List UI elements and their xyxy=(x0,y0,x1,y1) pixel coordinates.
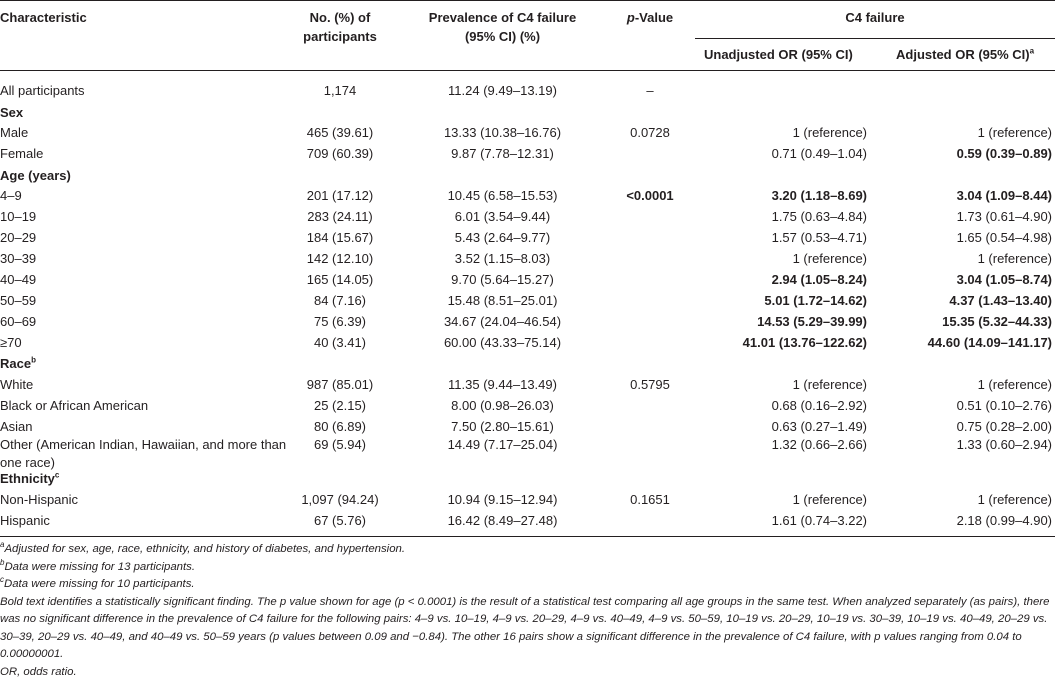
row-prevalence: 6.01 (3.54–9.44) xyxy=(454,209,551,224)
row-n: 987 (85.01) xyxy=(306,377,374,392)
row-adjusted-or: 1.73 (0.61–4.90) xyxy=(956,209,1052,224)
row-prevalence: 7.50 (2.80–15.61) xyxy=(451,419,554,434)
footnote-a-marker: a xyxy=(0,540,5,550)
row-unadjusted-or: 1.57 (0.53–4.71) xyxy=(771,230,867,245)
row-adjusted-or: 1.33 (0.60–2.94) xyxy=(956,437,1052,452)
row-label: 40–49 xyxy=(0,272,37,287)
table-row xyxy=(0,430,1055,468)
section-title-sup: c xyxy=(54,470,60,480)
row-label: 10–19 xyxy=(0,209,37,224)
row-unadjusted-or: 0.71 (0.49–1.04) xyxy=(771,146,867,161)
header-adjusted-text: Adjusted OR (95% CI) xyxy=(896,47,1030,62)
footnote-b xyxy=(0,559,1055,577)
table-row xyxy=(0,248,1055,269)
header-n-line1: No. (%) of xyxy=(309,10,371,25)
header-p-italic: p xyxy=(626,10,635,25)
section-heading xyxy=(0,102,1055,123)
section-title-text: Race xyxy=(0,356,32,371)
header-n xyxy=(280,8,400,46)
row-prevalence: 9.70 (5.64–15.27) xyxy=(451,272,554,287)
header-p-rest: -Value xyxy=(634,10,674,25)
header-p-value xyxy=(605,8,695,27)
row-n: 201 (17.12) xyxy=(306,188,374,203)
row-prevalence: 3.52 (1.15–8.03) xyxy=(454,251,551,266)
row-label: 50–59 xyxy=(0,293,37,308)
footnote-c-text: Data were missing for 10 participants. xyxy=(4,578,195,590)
row-n: 84 (7.16) xyxy=(313,293,367,308)
row-adjusted-or: 44.60 (14.09–141.17) xyxy=(927,335,1052,350)
row-p-value: 0.1651 xyxy=(630,492,670,507)
row-label: 60–69 xyxy=(0,314,37,329)
row-unadjusted-or: 0.63 (0.27–1.49) xyxy=(771,419,867,434)
row-unadjusted-or: 2.94 (1.05–8.24) xyxy=(771,272,867,287)
row-n: 25 (2.15) xyxy=(313,398,367,413)
header-adjusted xyxy=(896,45,1034,64)
table-row xyxy=(0,143,1055,164)
row-adjusted-or: 2.18 (0.99–4.90) xyxy=(956,513,1052,528)
row-label: White xyxy=(0,377,34,392)
footnote-a xyxy=(0,541,1055,559)
section-title: Sex xyxy=(0,105,24,120)
row-adjusted-or: 3.04 (1.09–8.44) xyxy=(956,188,1052,203)
row-adjusted-or: 15.35 (5.32–44.33) xyxy=(942,314,1052,329)
row-n: 1,174 xyxy=(323,83,357,98)
row-n: 80 (6.89) xyxy=(313,419,367,434)
row-n: 184 (15.67) xyxy=(306,230,374,245)
row-unadjusted-or: 1.75 (0.63–4.84) xyxy=(771,209,867,224)
table-row xyxy=(0,122,1055,143)
header-characteristic: Characteristic xyxy=(0,10,87,25)
footnote-or: OR, odds ratio. xyxy=(0,665,77,678)
row-label: 30–39 xyxy=(0,251,37,266)
row-n: 69 (5.94) xyxy=(313,437,367,452)
row-unadjusted-or: 0.68 (0.16–2.92) xyxy=(771,398,867,413)
table-row xyxy=(0,185,1055,206)
row-label: All participants xyxy=(0,83,85,98)
row-n: 165 (14.05) xyxy=(306,272,374,287)
row-unadjusted-or: 3.20 (1.18–8.69) xyxy=(771,188,867,203)
table-row xyxy=(0,290,1055,311)
row-prevalence: 14.49 (7.17–25.04) xyxy=(447,437,558,452)
row-unadjusted-or: 41.01 (13.76–122.62) xyxy=(742,335,867,350)
table-row xyxy=(0,395,1055,416)
row-unadjusted-or: 1 (reference) xyxy=(792,125,867,140)
footnote-b-text: Data were missing for 13 participants. xyxy=(4,560,196,573)
section-title: Age (years) xyxy=(0,168,71,183)
row-adjusted-or: 1.65 (0.54–4.98) xyxy=(956,230,1052,245)
row-prevalence: 10.94 (9.15–12.94) xyxy=(447,492,558,507)
header-prevalence-line1: Prevalence of C4 failure xyxy=(428,10,577,25)
group-underline xyxy=(695,38,1055,39)
header-adjusted-sup: a xyxy=(1029,46,1035,56)
row-unadjusted-or: 1 (reference) xyxy=(792,377,867,392)
table-bottom-rule xyxy=(0,536,1055,537)
row-unadjusted-or: 5.01 (1.72–14.62) xyxy=(764,293,867,308)
row-n: 67 (5.76) xyxy=(313,513,367,528)
row-n: 709 (60.39) xyxy=(306,146,374,161)
row-adjusted-or: 1 (reference) xyxy=(977,125,1052,140)
row-label: Asian xyxy=(0,419,33,434)
row-adjusted-or: 0.75 (0.28–2.00) xyxy=(956,419,1052,434)
row-n: 75 (6.39) xyxy=(313,314,367,329)
row-n: 142 (12.10) xyxy=(306,251,374,266)
table-row xyxy=(0,332,1055,353)
row-adjusted-or: 0.59 (0.39–0.89) xyxy=(956,146,1052,161)
row-adjusted-or: 4.37 (1.43–13.40) xyxy=(949,293,1052,308)
row-unadjusted-or: 1 (reference) xyxy=(792,492,867,507)
row-p-value: <0.0001 xyxy=(626,188,674,203)
section-title-sup: b xyxy=(31,355,36,365)
row-prevalence: 15.48 (8.51–25.01) xyxy=(447,293,558,308)
section-heading xyxy=(0,165,1055,186)
row-label: Male xyxy=(0,125,29,140)
row-prevalence: 10.45 (6.58–15.53) xyxy=(447,188,558,203)
row-label: Female xyxy=(0,146,44,161)
header-c4-failure: C4 failure xyxy=(845,10,905,25)
row-label: Black or African American xyxy=(0,398,149,413)
row-label: ≥70 xyxy=(0,335,22,350)
row-prevalence: 11.35 (9.44–13.49) xyxy=(448,377,557,392)
row-n: 465 (39.61) xyxy=(306,125,374,140)
footnote-b-marker: b xyxy=(0,557,5,567)
header-prevalence-line2: (95% CI) (%) xyxy=(464,29,541,44)
table-row xyxy=(0,510,1055,531)
row-prevalence: 34.67 (24.04–46.54) xyxy=(443,314,562,329)
table-row xyxy=(0,374,1055,395)
footnote-c xyxy=(0,576,1055,594)
section-title-text: Ethnicity xyxy=(0,471,55,486)
row-prevalence: 5.43 (2.64–9.77) xyxy=(454,230,551,245)
row-n: 40 (3.41) xyxy=(313,335,367,350)
header-unadjusted: Unadjusted OR (95% CI) xyxy=(704,47,853,62)
footnote-bold-explanation: Bold text identifies a statistically significant finding. The p value shown for age (p < 0.0001) is the result of a statistical test comparing all age groups in the same test. When analyzed separately (as pairs), there was no significant difference in the prevalence of C4 failure for the following pairs: 4–9 vs. 10–19, 4–9 vs. 20–29, 4–9 vs. 40–49, 4–9 vs. 50–59, 10–19 vs. 20–29, 10–19 vs. 30–39, 10–19 vs. 40–49, 20–29 vs. 30–39, 20–29 vs. 40–49, and 40–49 vs. 50–59 years (p values between 0.09 and −0.84). The other 16 pairs show a significant difference in the prevalence of C4 failure, with p values ranging from 0.04 to 0.00000001. xyxy=(0,595,1050,660)
footnote-a-text: Adjusted for sex, age, race, ethnicity, and history of diabetes, and hypertension. xyxy=(4,543,406,555)
row-label: Hispanic xyxy=(0,513,50,528)
header-n-line2: participants xyxy=(303,29,377,44)
row-prevalence: 60.00 (43.33–75.14) xyxy=(443,335,562,350)
row-prevalence: 8.00 (0.98–26.03) xyxy=(451,398,554,413)
table-row xyxy=(0,206,1055,227)
row-unadjusted-or: 1 (reference) xyxy=(792,251,867,266)
table-top-rule xyxy=(0,0,1055,1)
row-adjusted-or: 1 (reference) xyxy=(977,251,1052,266)
table-row xyxy=(0,489,1055,510)
section-heading xyxy=(0,353,1055,374)
row-p-value: 0.5795 xyxy=(630,377,670,392)
table-row xyxy=(0,227,1055,248)
row-adjusted-or: 1 (reference) xyxy=(977,377,1052,392)
header-prevalence xyxy=(400,8,605,46)
row-p-value: 0.0728 xyxy=(630,125,670,140)
row-prevalence: 13.33 (10.38–16.76) xyxy=(443,125,562,140)
section-heading xyxy=(0,468,1055,489)
row-p-value: – xyxy=(646,83,654,98)
row-unadjusted-or: 1.32 (0.66–2.66) xyxy=(771,437,867,452)
row-prevalence: 16.42 (8.49–27.48) xyxy=(447,513,558,528)
row-label: Non-Hispanic xyxy=(0,492,79,507)
section-title xyxy=(0,353,300,374)
row-adjusted-or: 0.51 (0.10–2.76) xyxy=(956,398,1052,413)
row-adjusted-or: 1 (reference) xyxy=(977,492,1052,507)
row-prevalence: 11.24 (9.49–13.19) xyxy=(448,83,557,98)
header-rule xyxy=(0,70,1055,71)
table-footnotes xyxy=(0,541,1055,681)
row-prevalence: 9.87 (7.78–12.31) xyxy=(451,146,554,161)
row-adjusted-or: 3.04 (1.05–8.74) xyxy=(956,272,1052,287)
row-label: 20–29 xyxy=(0,230,37,245)
row-unadjusted-or: 14.53 (5.29–39.99) xyxy=(757,314,867,329)
row-label: 4–9 xyxy=(0,188,22,203)
row-n: 1,097 (94.24) xyxy=(301,492,379,507)
row-label: Other (American Indian, Hawaiian, and more than one race) xyxy=(0,437,287,470)
table-row xyxy=(0,269,1055,290)
footnote-c-marker: c xyxy=(0,575,4,585)
table-row xyxy=(0,80,1055,101)
section-title xyxy=(0,468,300,489)
table-row xyxy=(0,311,1055,332)
row-n: 283 (24.11) xyxy=(307,209,373,224)
row-unadjusted-or: 1.61 (0.74–3.22) xyxy=(771,513,867,528)
